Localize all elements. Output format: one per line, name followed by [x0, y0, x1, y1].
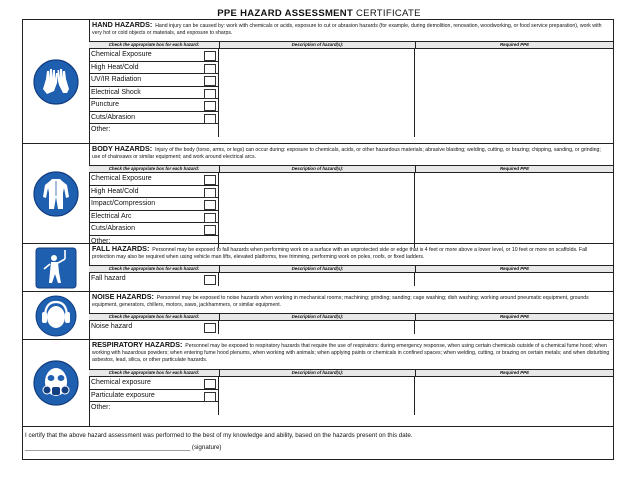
hazard-row: UV/IR Radiation	[89, 74, 219, 87]
hazard-row: Impact/Compression	[89, 198, 219, 211]
section-fall	[23, 244, 613, 292]
respirator-icon	[33, 360, 79, 406]
hazard-checkbox[interactable]	[204, 379, 216, 389]
harness-icon	[35, 247, 77, 289]
section-description: BODY HAZARDS: Injury of the body (torso, arms, or legs) can occur during: exposure to chemicals, acids, or other hazardous materials; abrasive blasting; welding, cutting, or brazing; chipping, sanding, or grinding; use of chainsaws or similar equipment; and work around electrical arcs.	[92, 144, 601, 160]
icon-cell	[23, 20, 90, 143]
coverall-icon	[33, 171, 79, 217]
section-description: HAND HAZARDS: Hand injury can be caused by: work with chemicals or acids, exposure to cut or abrasion hazards (for example, during demolition, renovation, woodworking, or food service preparation), work with very hot or cold objects or materials, and exposure to sharps.	[92, 20, 602, 36]
signature-field[interactable]: ________________________________________________ (signature)	[25, 444, 222, 451]
hazard-row-other[interactable]: Other:	[89, 124, 219, 137]
hazard-checkbox[interactable]	[204, 188, 216, 198]
section-description: RESPIRATORY HAZARDS: Personnel may be exposed to respiratory hazards that require the use of respirators: during emergency response, when using certain chemicals outside of a chemical fume hood; when working with hazardous powders; when entering fume hood plenums, when working with animals; when applying paints or chemicals in confined spaces; when welding, cutting, or brazing on certain metals; and when disturbing asbestos, lead, silica, or other particulate hazards.	[92, 340, 610, 363]
section-respiratory	[23, 340, 613, 427]
section-content	[89, 20, 613, 143]
hazard-row: Noise hazard	[89, 321, 219, 334]
hazard-row-other[interactable]: Other:	[89, 236, 219, 249]
column-header: Check the appropriate box for each hazard: Description of hazard(s): Required PPE	[89, 165, 613, 173]
hazard-checkbox[interactable]	[204, 76, 216, 86]
hazard-checkbox[interactable]	[204, 101, 216, 111]
hazard-checkbox[interactable]	[204, 51, 216, 61]
hazard-checkbox[interactable]	[204, 392, 216, 402]
section-content	[89, 292, 613, 339]
section-content	[89, 340, 613, 426]
section-content	[89, 244, 613, 291]
certification-statement: I certify that the above hazard assessment was performed to the best of my knowledge and ability, based on the hazards present on this date.	[25, 432, 413, 439]
hazard-row: Fall hazard	[89, 273, 219, 286]
hazard-row: Electrical Arc	[89, 211, 219, 224]
column-header: Check the appropriate box for each hazard: Description of hazard(s): Required PPE	[89, 265, 613, 273]
section-hand	[23, 20, 613, 144]
icon-cell	[23, 144, 90, 243]
assessment-form	[22, 19, 614, 460]
hazard-row: Chemical Exposure	[89, 49, 219, 62]
hazard-row: Particulate exposure	[89, 390, 219, 403]
hazard-checkbox[interactable]	[204, 225, 216, 235]
column-header: Check the appropriate box for each hazard: Description of hazard(s): Required PPE	[89, 41, 613, 49]
hazard-row: High Heat/Cold	[89, 186, 219, 199]
hazard-row: High Heat/Cold	[89, 62, 219, 75]
hazard-checkbox[interactable]	[204, 200, 216, 210]
section-description: FALL HAZARDS: Personnel may be exposed to fall hazards when performing work on a surface with an unprotected side or edge that is 4 feet or more above a lower level, or 10 feet or more on scaffolds. Fall protection may also be required when using vehicle man lifts, elevated platforms, tree trimming, performing work on poles, roofs, or fixed ladders.	[92, 244, 588, 260]
hazard-row-other[interactable]: Other:	[89, 402, 219, 415]
ear-protection-icon	[35, 295, 77, 337]
hazard-checkbox[interactable]	[204, 64, 216, 74]
section-noise	[23, 292, 613, 340]
section-description: NOISE HAZARDS: Personnel may be exposed to noise hazards when working in mechanical rooms; machining; grinding; sanding; cage washing; dish washing; working around pneumatic equipment, grounds equipment, generators, chillers, motors, saws, jackhammers, or similar equipment.	[92, 292, 589, 308]
hazard-checkbox[interactable]	[204, 323, 216, 333]
page-title: PPE HAZARD ASSESSMENT CERTIFICATE	[217, 8, 421, 19]
hazard-checkbox[interactable]	[204, 213, 216, 223]
hazard-checkbox[interactable]	[204, 114, 216, 124]
hazard-row: Puncture	[89, 99, 219, 112]
gloves-icon	[33, 59, 79, 105]
section-body	[23, 144, 613, 244]
icon-cell	[23, 292, 90, 339]
hazard-checkbox[interactable]	[204, 275, 216, 285]
icon-cell	[23, 340, 90, 426]
column-header: Check the appropriate box for each hazard: Description of hazard(s): Required PPE	[89, 313, 613, 321]
certification-block	[23, 427, 613, 459]
column-header: Check the appropriate box for each hazard: Description of hazard(s): Required PPE	[89, 369, 613, 377]
hazard-checkbox[interactable]	[204, 175, 216, 185]
icon-cell	[23, 244, 90, 291]
hazard-row: Chemical Exposure	[89, 173, 219, 186]
hazard-checkbox[interactable]	[204, 89, 216, 99]
hazard-row: Cuts/Abrasion	[89, 223, 219, 236]
hazard-row: Cuts/Abrasion	[89, 112, 219, 125]
hazard-row: Chemical exposure	[89, 377, 219, 390]
section-content	[89, 144, 613, 243]
hazard-row: Electrical Shock	[89, 87, 219, 100]
